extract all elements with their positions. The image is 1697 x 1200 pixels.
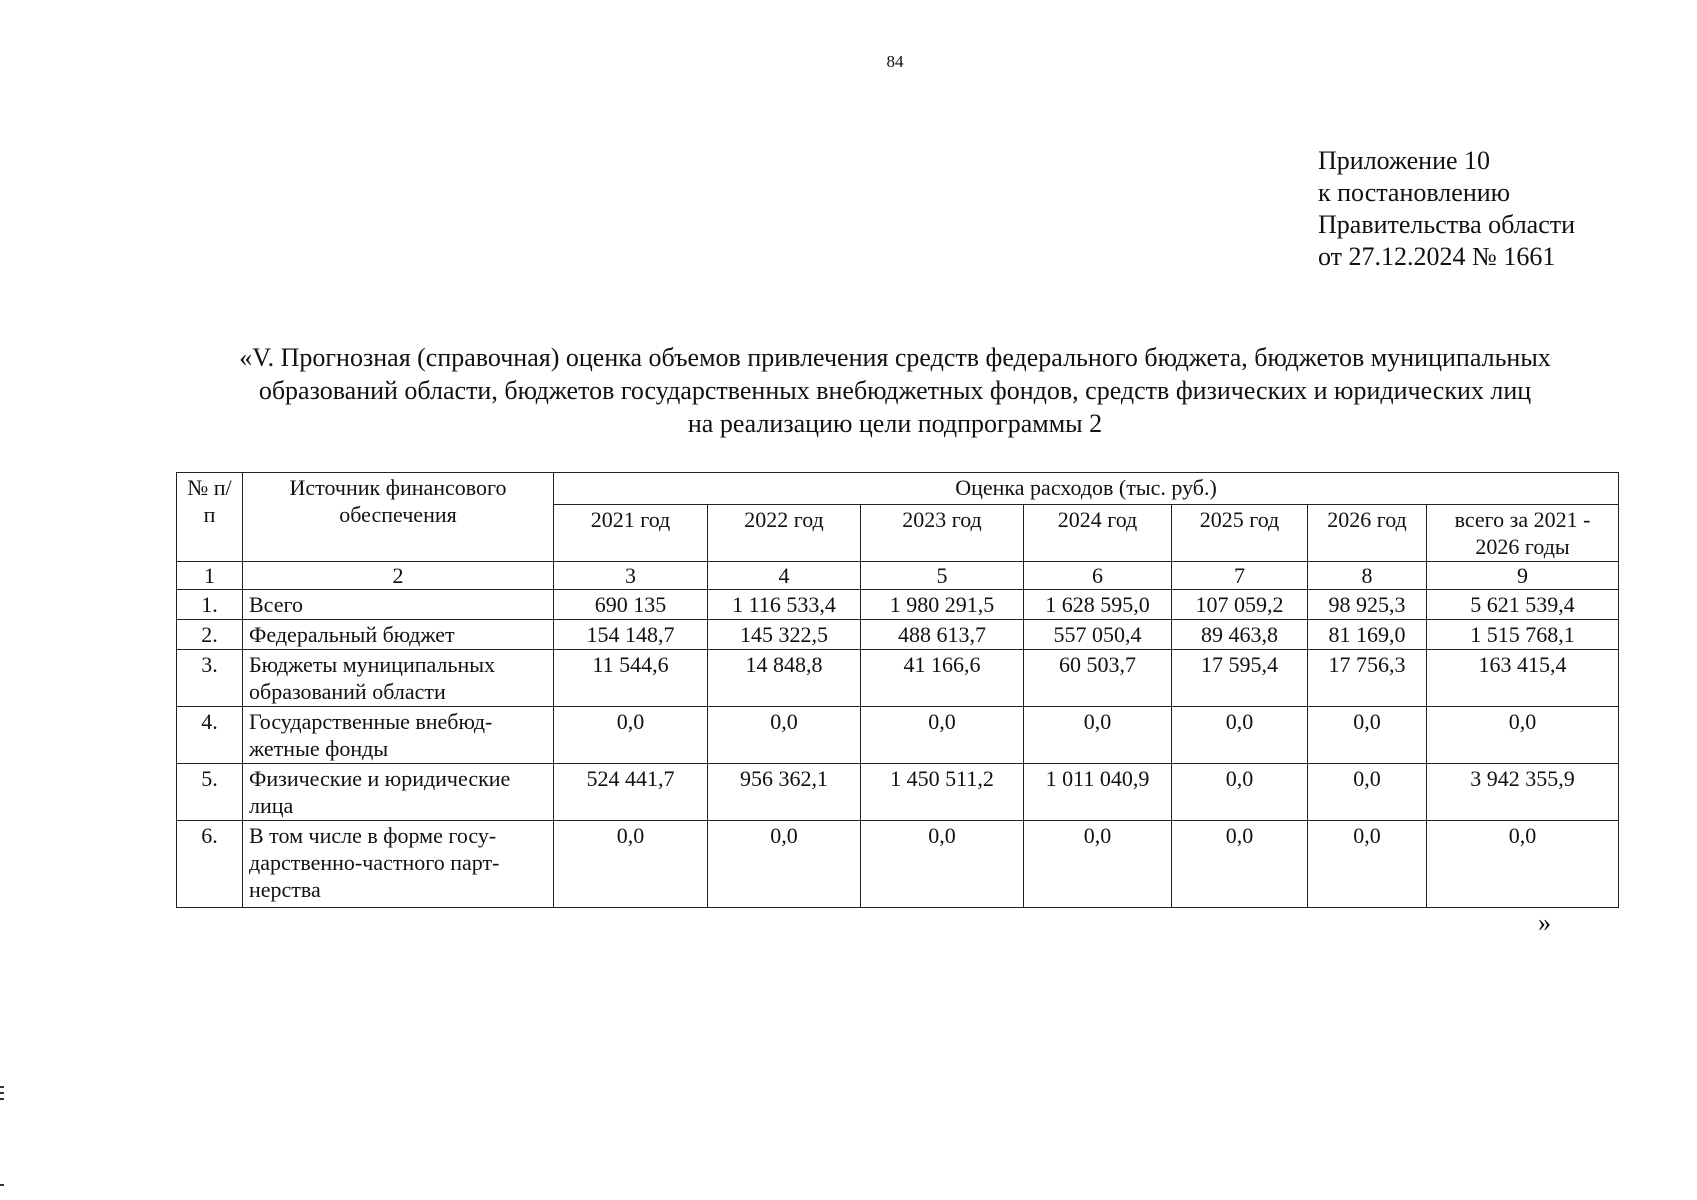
header-year: 2025 год bbox=[1172, 505, 1308, 562]
row-value: 1 450 511,2 bbox=[861, 764, 1024, 821]
scan-margin-mark bbox=[0, 1184, 4, 1186]
header-group: Оценка расходов (тыс. руб.) bbox=[554, 473, 1619, 505]
index-cell: 4 bbox=[708, 562, 861, 590]
row-value: 956 362,1 bbox=[708, 764, 861, 821]
index-cell: 3 bbox=[554, 562, 708, 590]
row-source: В том числе в форме госу-дарственно-частного парт-нерства bbox=[243, 821, 554, 908]
row-num: 6. bbox=[177, 821, 243, 908]
row-value: 557 050,4 bbox=[1024, 620, 1172, 650]
row-total: 0,0 bbox=[1427, 707, 1619, 764]
row-value: 690 135 bbox=[554, 590, 708, 620]
row-value: 1 628 595,0 bbox=[1024, 590, 1172, 620]
row-value: 0,0 bbox=[554, 707, 708, 764]
header-num: № п/п bbox=[177, 473, 243, 562]
row-total: 0,0 bbox=[1427, 821, 1619, 908]
row-value: 41 166,6 bbox=[861, 650, 1024, 707]
row-value: 0,0 bbox=[861, 707, 1024, 764]
row-source: Физические и юридические лица bbox=[243, 764, 554, 821]
header-year: 2026 год bbox=[1308, 505, 1427, 562]
header-total: всего за 2021 - 2026 годы bbox=[1427, 505, 1619, 562]
header-year: 2024 год bbox=[1024, 505, 1172, 562]
row-value: 11 544,6 bbox=[554, 650, 708, 707]
row-value: 145 322,5 bbox=[708, 620, 861, 650]
table-row bbox=[177, 821, 1619, 908]
row-num: 2. bbox=[177, 620, 243, 650]
row-value: 488 613,7 bbox=[861, 620, 1024, 650]
index-cell: 2 bbox=[243, 562, 554, 590]
row-source: Государственные внебюд-жетные фонды bbox=[243, 707, 554, 764]
table-row bbox=[177, 707, 1619, 764]
row-value: 1 011 040,9 bbox=[1024, 764, 1172, 821]
row-value: 14 848,8 bbox=[708, 650, 861, 707]
appendix-block bbox=[1318, 145, 1575, 273]
row-value: 0,0 bbox=[1308, 764, 1427, 821]
row-source: Бюджеты муниципальных образований области bbox=[243, 650, 554, 707]
section-title bbox=[160, 341, 1630, 440]
funding-table bbox=[176, 472, 1619, 908]
index-cell: 5 bbox=[861, 562, 1024, 590]
row-num: 3. bbox=[177, 650, 243, 707]
row-value: 0,0 bbox=[554, 821, 708, 908]
row-num: 1. bbox=[177, 590, 243, 620]
row-value: 17 595,4 bbox=[1172, 650, 1308, 707]
row-num: 4. bbox=[177, 707, 243, 764]
header-year: 2022 год bbox=[708, 505, 861, 562]
header-source: Источник финансового обеспечения bbox=[243, 473, 554, 562]
title-line: на реализацию цели подпрограммы 2 bbox=[687, 409, 1103, 438]
row-value: 1 116 533,4 bbox=[708, 590, 861, 620]
row-value: 0,0 bbox=[861, 821, 1024, 908]
header-year: 2023 год bbox=[861, 505, 1024, 562]
appendix-line: от 27.12.2024 № 1661 bbox=[1318, 242, 1556, 271]
row-source: Всего bbox=[243, 590, 554, 620]
table-row bbox=[177, 620, 1619, 650]
index-cell: 1 bbox=[177, 562, 243, 590]
row-total: 1 515 768,1 bbox=[1427, 620, 1619, 650]
appendix-line: Приложение 10 bbox=[1318, 146, 1491, 175]
header-year: 2021 год bbox=[554, 505, 708, 562]
row-value: 81 169,0 bbox=[1308, 620, 1427, 650]
row-value: 0,0 bbox=[1024, 821, 1172, 908]
row-value: 0,0 bbox=[1172, 764, 1308, 821]
row-value: 0,0 bbox=[1308, 821, 1427, 908]
row-value: 60 503,7 bbox=[1024, 650, 1172, 707]
row-total: 3 942 355,9 bbox=[1427, 764, 1619, 821]
row-total: 5 621 539,4 bbox=[1427, 590, 1619, 620]
row-value: 1 980 291,5 bbox=[861, 590, 1024, 620]
table-row bbox=[177, 590, 1619, 620]
page-number: 84 bbox=[886, 52, 904, 71]
title-line: образований области, бюджетов государственных внебюджетных фондов, средств физических и юридических лиц bbox=[258, 376, 1532, 405]
row-value: 107 059,2 bbox=[1172, 590, 1308, 620]
index-cell: 7 bbox=[1172, 562, 1308, 590]
index-row bbox=[177, 562, 1619, 590]
scan-margin-mark bbox=[0, 1092, 4, 1094]
row-value: 89 463,8 bbox=[1172, 620, 1308, 650]
row-value: 0,0 bbox=[708, 707, 861, 764]
table-row bbox=[177, 650, 1619, 707]
row-value: 524 441,7 bbox=[554, 764, 708, 821]
closing-quote: » bbox=[1538, 908, 1551, 937]
row-value: 0,0 bbox=[1172, 821, 1308, 908]
row-value: 0,0 bbox=[1172, 707, 1308, 764]
table-row bbox=[177, 764, 1619, 821]
row-value: 0,0 bbox=[708, 821, 861, 908]
index-cell: 6 bbox=[1024, 562, 1172, 590]
scan-margin-mark bbox=[0, 1086, 4, 1088]
index-cell: 8 bbox=[1308, 562, 1427, 590]
index-cell: 9 bbox=[1427, 562, 1619, 590]
row-value: 98 925,3 bbox=[1308, 590, 1427, 620]
row-source: Федеральный бюджет bbox=[243, 620, 554, 650]
row-value: 0,0 bbox=[1024, 707, 1172, 764]
row-num: 5. bbox=[177, 764, 243, 821]
row-value: 0,0 bbox=[1308, 707, 1427, 764]
row-total: 163 415,4 bbox=[1427, 650, 1619, 707]
title-line: «V. Прогнозная (справочная) оценка объемов привлечения средств федерального бюджета, бюджетов муниципальных bbox=[239, 343, 1551, 372]
scan-margin-mark bbox=[0, 1098, 4, 1100]
appendix-line: к постановлению bbox=[1318, 178, 1511, 207]
row-value: 17 756,3 bbox=[1308, 650, 1427, 707]
appendix-line: Правительства области bbox=[1318, 210, 1576, 239]
row-value: 154 148,7 bbox=[554, 620, 708, 650]
